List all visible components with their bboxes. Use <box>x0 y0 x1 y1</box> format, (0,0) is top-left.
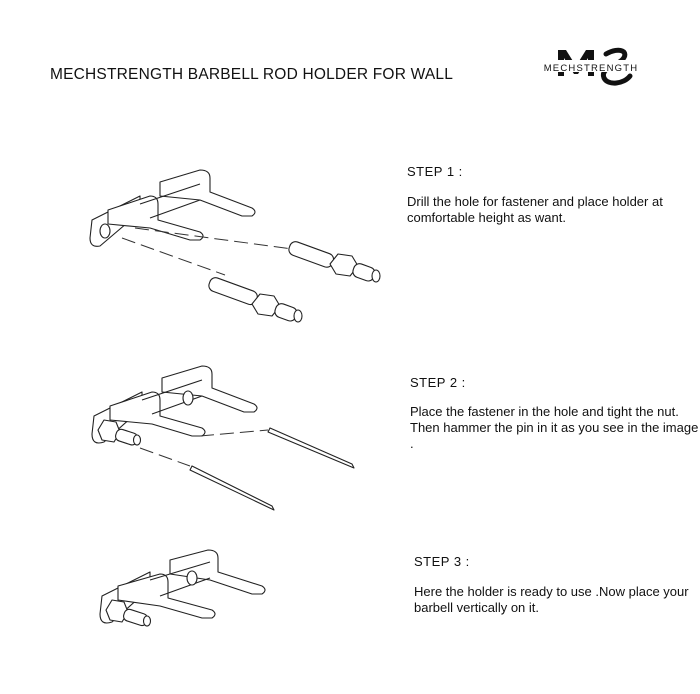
guide-line <box>200 430 268 436</box>
step-3-description: Here the holder is ready to use .Now place your barbell vertically on it. <box>414 584 689 615</box>
step-2-title: STEP 2 : <box>410 375 466 390</box>
guide-line <box>122 238 225 275</box>
step-3-title: STEP 3 : <box>414 554 470 569</box>
pin <box>190 466 274 510</box>
step-1-illustration <box>90 170 380 323</box>
holder-arm-lower <box>108 196 203 240</box>
step-1-description: Drill the hole for fastener and place holder at comfortable height as want. <box>407 194 663 225</box>
step-2-illustration <box>92 366 354 510</box>
page-title: MECHSTRENGTH BARBELL ROD HOLDER FOR WALL <box>50 66 454 83</box>
step-2-description: Place the fastener in the hole and tight the nut. Then hammer the pin in it as you see in the image . <box>410 404 699 451</box>
guide-line <box>140 448 190 466</box>
pin <box>268 428 354 468</box>
plate-hole <box>100 224 110 238</box>
fastener-bolt <box>207 276 302 323</box>
fastener-bolt <box>287 240 380 283</box>
brand-name: MECHSTRENGTH <box>543 63 639 74</box>
step-1-title: STEP 1 : <box>407 164 463 179</box>
step-3-illustration <box>100 550 265 627</box>
guide-line <box>135 228 300 250</box>
